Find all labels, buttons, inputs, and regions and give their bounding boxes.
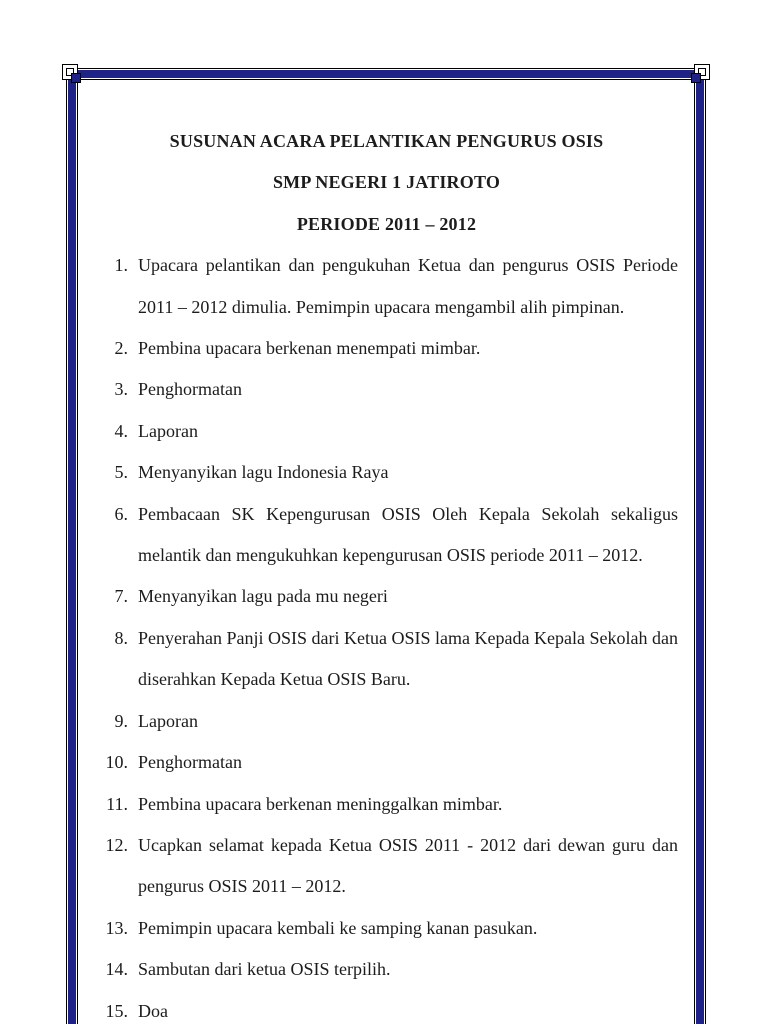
agenda-item bbox=[95, 576, 678, 617]
agenda-item-text: Upacara pelantikan dan pengukuhan Ketua dan pengurus OSIS Periode 2011 – 2012 dimulia. Pemimpin upacara mengambil alih pimpinan. bbox=[138, 255, 678, 317]
border-knot-ornament-top-right bbox=[692, 64, 712, 84]
agenda-item-text: Pembina upacara berkenan menempati mimbar. bbox=[138, 338, 481, 359]
agenda-item-number: 15. bbox=[105, 1000, 128, 1021]
agenda-item-number: 4. bbox=[114, 420, 128, 441]
agenda-item bbox=[95, 949, 678, 990]
agenda-item-text: Sambutan dari ketua OSIS terpilih. bbox=[138, 959, 391, 980]
agenda-item bbox=[95, 742, 678, 783]
knot-square-icon bbox=[691, 73, 701, 83]
agenda-item-number: 11. bbox=[106, 793, 128, 814]
agenda-item-number: 13. bbox=[105, 917, 128, 938]
agenda-item-text: Penyerahan Panji OSIS dari Ketua OSIS lama Kepada Kepala Sekolah dan diserahkan Kepada Ketua OSIS Baru. bbox=[138, 627, 678, 690]
agenda-item bbox=[95, 618, 678, 701]
agenda-item-number: 2. bbox=[114, 338, 128, 359]
title-line-3: PERIODE 2011 – 2012 bbox=[296, 213, 477, 234]
agenda-item-text: Laporan bbox=[138, 420, 198, 441]
agenda-item-number: 10. bbox=[105, 752, 128, 773]
title-line-2: SMP NEGERI 1 JATIROTO bbox=[272, 172, 501, 193]
agenda-item-text: Ucapkan selamat kepada Ketua OSIS 2011 - 2012 dari dewan guru dan pengurus OSIS 2011 – 2012. bbox=[138, 834, 678, 897]
agenda-item-number: 14. bbox=[105, 959, 128, 980]
agenda-item-number: 5. bbox=[114, 462, 128, 483]
agenda-item bbox=[95, 784, 678, 825]
border-knot-ornament-top-left bbox=[62, 64, 82, 84]
agenda-item bbox=[95, 328, 678, 369]
agenda-item-text: Doa bbox=[138, 1000, 168, 1021]
knot-square-icon bbox=[71, 73, 81, 83]
agenda-item bbox=[95, 494, 678, 577]
agenda-item bbox=[95, 369, 678, 410]
agenda-item-number: 3. bbox=[114, 379, 128, 400]
agenda-item bbox=[95, 411, 678, 452]
agenda-item-number: 7. bbox=[114, 586, 128, 607]
title-line-1: SUSUNAN ACARA PELANTIKAN PENGURUS OSIS bbox=[169, 131, 604, 151]
agenda-item bbox=[95, 452, 678, 493]
agenda-item-text: Menyanyikan lagu Indonesia Raya bbox=[138, 462, 389, 483]
agenda-item bbox=[95, 991, 678, 1024]
agenda-item-number: 12. bbox=[105, 834, 128, 855]
agenda-item bbox=[95, 245, 678, 328]
agenda-item-number: 9. bbox=[114, 710, 128, 731]
document-content bbox=[95, 0, 678, 1024]
agenda-item-text: Pembacaan SK Kepengurusan OSIS Oleh Kepala Sekolah sekaligus melantik dan mengukuhkan kepengurusan OSIS periode 2011 – 2012. bbox=[138, 503, 678, 566]
agenda-item-text: Penghormatan bbox=[138, 752, 242, 773]
agenda-item bbox=[95, 701, 678, 742]
agenda-item-number: 8. bbox=[114, 627, 128, 648]
document-title bbox=[95, 0, 678, 245]
agenda-item bbox=[95, 908, 678, 949]
agenda-item-text: Pemimpin upacara kembali ke samping kanan pasukan. bbox=[138, 917, 538, 938]
agenda-list bbox=[95, 245, 678, 1024]
agenda-item-text: Pembina upacara berkenan meninggalkan mimbar. bbox=[138, 793, 503, 814]
agenda-item-text: Penghormatan bbox=[138, 379, 242, 400]
agenda-item-text: Laporan bbox=[138, 710, 198, 731]
agenda-item-number: 1. bbox=[114, 255, 128, 276]
agenda-item bbox=[95, 825, 678, 908]
agenda-item-number: 6. bbox=[114, 503, 128, 524]
agenda-item-text: Menyanyikan lagu pada mu negeri bbox=[138, 586, 388, 607]
